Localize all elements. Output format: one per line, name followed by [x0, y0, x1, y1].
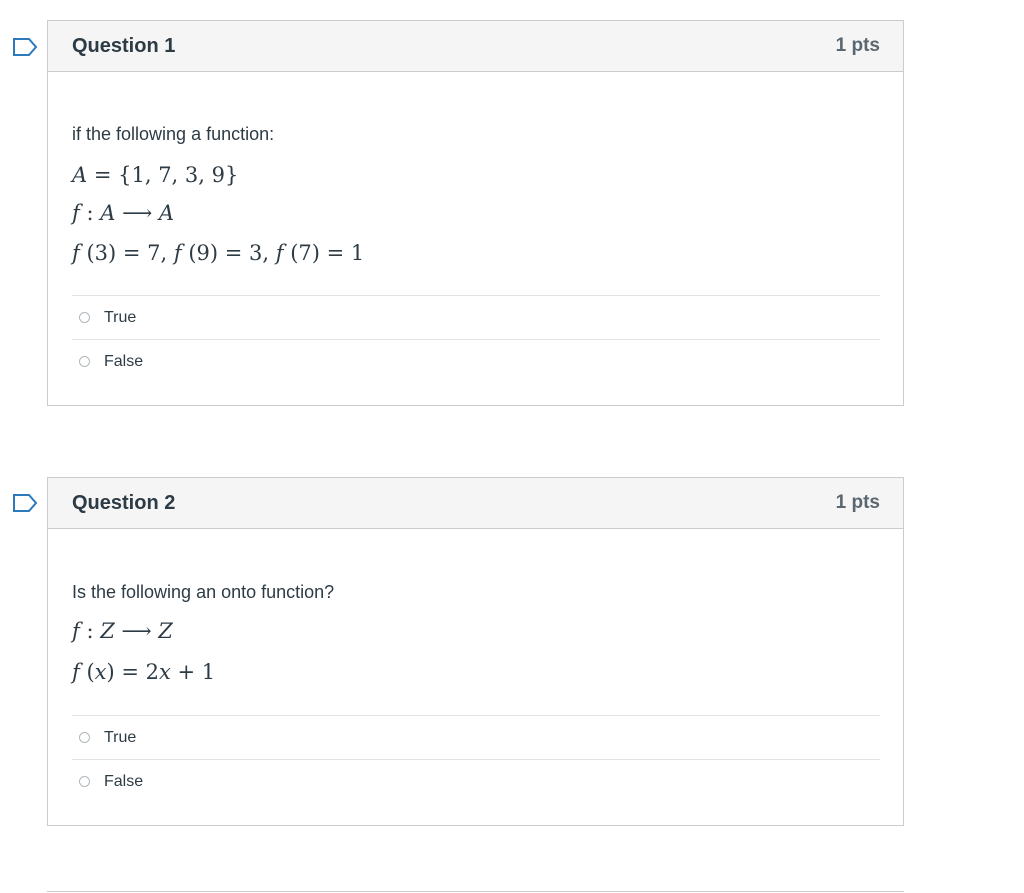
flag-question-1-icon[interactable] [12, 38, 38, 56]
answer-label: False [104, 352, 144, 370]
math-line: f : Z ⟶ Z [72, 619, 173, 643]
radio-button-icon[interactable] [79, 356, 90, 367]
radio-button-icon[interactable] [79, 776, 90, 787]
flag-question-2-icon[interactable] [12, 494, 38, 512]
question-prompt: if the following a function: [72, 124, 275, 144]
question-2 [47, 477, 904, 826]
question-1 [47, 20, 904, 406]
math-line: f : A ⟶ A [72, 201, 175, 225]
answer-option-true[interactable] [72, 716, 880, 760]
question-points: 1 pts [835, 492, 880, 513]
math-line: f (x) = 2x + 1 [72, 660, 216, 684]
answer-list [72, 715, 880, 803]
question-body [48, 72, 903, 383]
math-line: A = {1, 7, 3, 9} [72, 163, 239, 187]
question-header [48, 21, 903, 72]
question-title: Question 2 [72, 491, 176, 514]
answer-option-false[interactable] [72, 340, 880, 383]
answer-label: False [104, 772, 144, 790]
answer-list [72, 295, 880, 383]
question-title: Question 1 [72, 34, 176, 57]
math-line: f (3) = 7, f (9) = 3, f (7) = 1 [72, 241, 365, 265]
radio-button-icon[interactable] [79, 732, 90, 743]
next-question-border [47, 891, 904, 892]
answer-option-true[interactable] [72, 296, 880, 340]
answer-label: True [104, 728, 137, 746]
question-header [48, 478, 903, 529]
answer-option-false[interactable] [72, 760, 880, 803]
answer-label: True [104, 308, 137, 326]
radio-button-icon[interactable] [79, 312, 90, 323]
question-points: 1 pts [835, 35, 880, 56]
question-prompt: Is the following an onto function? [72, 582, 335, 602]
question-body [48, 529, 903, 803]
